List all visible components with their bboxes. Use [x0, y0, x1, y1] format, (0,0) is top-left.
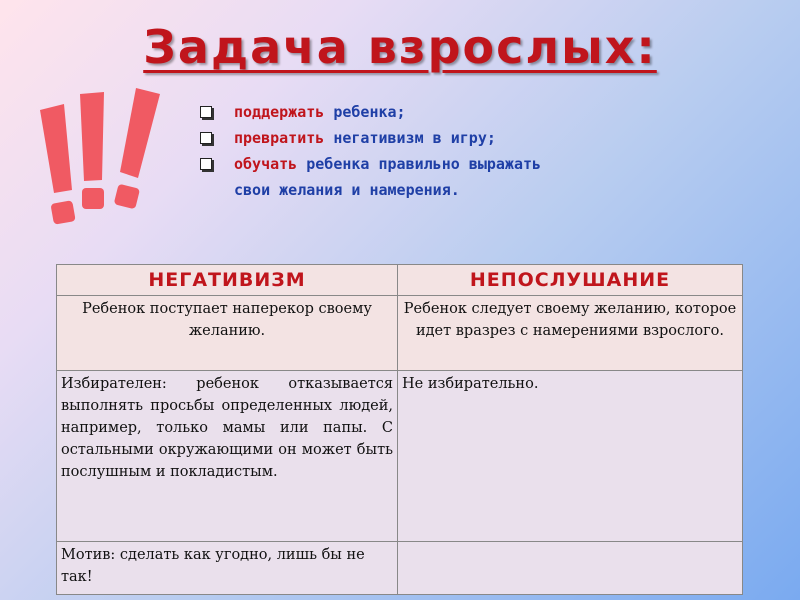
table-row: [57, 371, 743, 542]
header-negativism: НЕГАТИВИЗМ: [57, 265, 398, 296]
task-item: поддержать ребенка;: [198, 99, 541, 125]
table-row: [57, 542, 743, 595]
comparison-table: [56, 264, 743, 595]
checkbox-bullet-icon: [200, 106, 212, 118]
table-cell: Ребенок поступает наперекор своему желанию.: [57, 296, 398, 371]
task-item: обучать ребенка правильно выражать: [198, 151, 541, 177]
task-item: превратить негативизм в игру;: [198, 125, 541, 151]
table-cell: Ребенок следует своему желанию, которое идет вразрез с намерениями взрослого.: [398, 296, 743, 371]
table-cell: Не избирательно.: [398, 371, 743, 542]
checkbox-bullet-icon: [200, 158, 212, 170]
header-disobedience: НЕПОСЛУШАНИЕ: [398, 265, 743, 296]
task-item-continuation: свои желания и намерения.: [234, 181, 460, 199]
table-cell: Избирателен: ребенок отказывается выполнять просьбы определенных людей, например, только мамы или папы. С остальными окружающими он может быть послушным и покладистым.: [57, 371, 398, 542]
page-title: Задача взрослых:: [143, 20, 657, 74]
triple-exclamation-icon: [20, 80, 170, 230]
table-header-row: [57, 265, 743, 296]
task-list: [198, 99, 541, 203]
table-row: [57, 296, 743, 371]
table-cell: [398, 542, 743, 595]
checkbox-bullet-icon: [200, 132, 212, 144]
table-cell: Мотив: сделать как угодно, лишь бы не так!: [57, 542, 398, 595]
